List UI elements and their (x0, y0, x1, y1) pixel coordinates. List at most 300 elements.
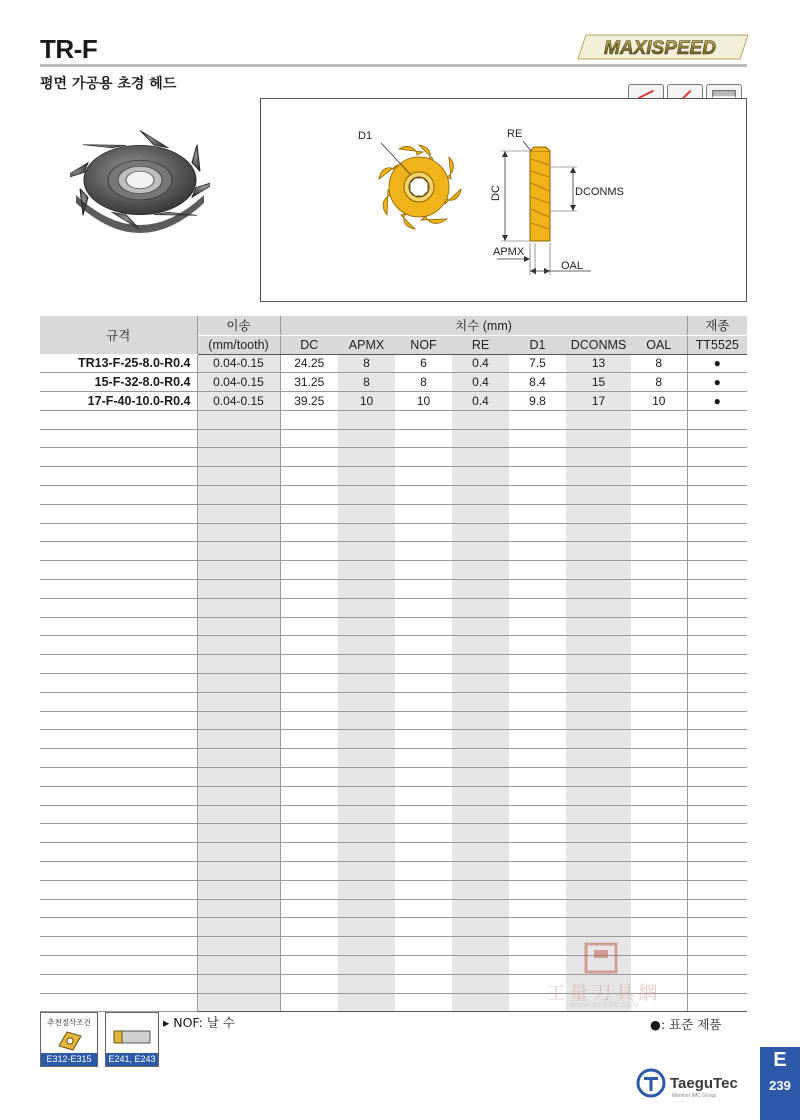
empty-cell (280, 598, 338, 617)
empty-cell (395, 993, 452, 1012)
empty-cell (395, 786, 452, 805)
empty-cell (280, 899, 338, 918)
empty-cell (687, 655, 747, 674)
empty-cell (280, 805, 338, 824)
empty-cell (197, 580, 280, 599)
empty-cell (280, 561, 338, 580)
table-row (40, 354, 747, 373)
empty-cell (566, 749, 631, 768)
empty-cell (280, 824, 338, 843)
empty-cell (631, 805, 687, 824)
maxispeed-logo (574, 33, 748, 61)
holder-icon (112, 1023, 154, 1051)
empty-cell (338, 467, 395, 486)
empty-cell (40, 561, 197, 580)
empty-cell (566, 542, 631, 561)
empty-cell (338, 504, 395, 523)
empty-cell (631, 523, 687, 542)
col-nof: NOF (395, 335, 452, 354)
empty-cell (566, 880, 631, 899)
empty-cell (280, 674, 338, 693)
empty-table-row (40, 617, 747, 636)
empty-table-row (40, 561, 747, 580)
empty-cell (452, 692, 509, 711)
empty-table-row (40, 410, 747, 429)
empty-cell (338, 542, 395, 561)
empty-table-row (40, 899, 747, 918)
empty-cell (452, 580, 509, 599)
empty-cell (566, 580, 631, 599)
empty-cell (452, 636, 509, 655)
empty-cell (687, 692, 747, 711)
empty-cell (452, 786, 509, 805)
empty-cell (395, 805, 452, 824)
empty-cell (452, 824, 509, 843)
empty-cell (197, 805, 280, 824)
empty-cell (395, 862, 452, 881)
empty-cell (40, 448, 197, 467)
empty-cell (509, 768, 566, 787)
row-apmx: 8 (338, 354, 395, 373)
empty-cell (509, 598, 566, 617)
empty-table-row (40, 880, 747, 899)
empty-cell (338, 636, 395, 655)
row-d1: 8.4 (509, 373, 566, 392)
empty-cell (280, 768, 338, 787)
empty-cell (395, 580, 452, 599)
empty-cell (452, 730, 509, 749)
row-spec: TR13-F-25-8.0-R0.4 (40, 354, 197, 373)
title-rule (40, 64, 747, 67)
empty-cell (338, 768, 395, 787)
empty-cell (509, 504, 566, 523)
empty-cell (280, 880, 338, 899)
empty-cell (40, 880, 197, 899)
empty-cell (452, 805, 509, 824)
empty-cell (687, 504, 747, 523)
empty-cell (631, 429, 687, 448)
col-dconms: DCONMS (566, 335, 631, 354)
empty-cell (566, 598, 631, 617)
empty-cell (509, 899, 566, 918)
empty-cell (197, 993, 280, 1012)
empty-cell (338, 843, 395, 862)
row-apmx: 8 (338, 373, 395, 392)
empty-cell (687, 617, 747, 636)
empty-cell (395, 467, 452, 486)
empty-cell (280, 636, 338, 655)
table-row (40, 392, 747, 411)
empty-cell (197, 448, 280, 467)
empty-cell (452, 674, 509, 693)
empty-cell (452, 467, 509, 486)
empty-cell (280, 692, 338, 711)
empty-cell (631, 768, 687, 787)
empty-cell (280, 429, 338, 448)
empty-cell (197, 692, 280, 711)
company-subtitle: Member IMC Group (672, 1093, 717, 1099)
empty-cell (631, 824, 687, 843)
empty-cell (509, 674, 566, 693)
company-name: TaeguTec (670, 1074, 738, 1092)
empty-cell (338, 956, 395, 975)
empty-cell (452, 749, 509, 768)
empty-cell (280, 862, 338, 881)
empty-cell (197, 843, 280, 862)
col-feed-unit: (mm/tooth) (197, 335, 280, 354)
col-grade-tt5525: TT5525 (687, 335, 747, 354)
empty-cell (509, 523, 566, 542)
empty-cell (197, 617, 280, 636)
section-tab (760, 1047, 800, 1120)
empty-cell (687, 880, 747, 899)
empty-cell (395, 486, 452, 505)
empty-cell (395, 655, 452, 674)
empty-table-row (40, 542, 747, 561)
empty-cell (452, 523, 509, 542)
empty-cell (338, 862, 395, 881)
empty-cell (509, 542, 566, 561)
empty-table-row (40, 918, 747, 937)
empty-cell (566, 561, 631, 580)
empty-cell (631, 636, 687, 655)
empty-cell (631, 504, 687, 523)
empty-cell (40, 692, 197, 711)
empty-cell (566, 711, 631, 730)
empty-cell (566, 843, 631, 862)
row-feed: 0.04-0.15 (197, 354, 280, 373)
empty-table-row (40, 843, 747, 862)
empty-cell (338, 918, 395, 937)
empty-cell (280, 580, 338, 599)
tool-holder-card[interactable] (105, 1012, 159, 1067)
empty-cell (280, 711, 338, 730)
empty-table-row (40, 429, 747, 448)
empty-cell (687, 993, 747, 1012)
empty-cell (631, 692, 687, 711)
empty-cell (566, 899, 631, 918)
page-number: 239 (769, 1078, 791, 1093)
nof-note: ▸ NOF: 날 수 (163, 1015, 235, 1030)
empty-cell (566, 805, 631, 824)
empty-cell (338, 711, 395, 730)
empty-table-row (40, 824, 747, 843)
empty-cell (566, 730, 631, 749)
empty-cell (338, 448, 395, 467)
empty-table-row (40, 523, 747, 542)
empty-cell (687, 786, 747, 805)
empty-cell (687, 768, 747, 787)
empty-cell (509, 692, 566, 711)
empty-cell (509, 786, 566, 805)
empty-cell (566, 918, 631, 937)
empty-table-row (40, 862, 747, 881)
empty-cell (40, 993, 197, 1012)
empty-table-row (40, 805, 747, 824)
col-dc: DC (280, 335, 338, 354)
empty-cell (631, 617, 687, 636)
empty-cell (631, 580, 687, 599)
empty-cell (395, 674, 452, 693)
row-grade: ● (687, 354, 747, 373)
empty-cell (452, 542, 509, 561)
empty-cell (687, 956, 747, 975)
empty-cell (395, 824, 452, 843)
label-dc: DC (490, 185, 502, 201)
empty-cell (338, 410, 395, 429)
page-subtitle: 평면 가공용 초경 헤드 (40, 76, 177, 92)
row-nof: 10 (395, 392, 452, 411)
empty-table-row (40, 749, 747, 768)
empty-cell (40, 674, 197, 693)
empty-cell (509, 843, 566, 862)
empty-cell (452, 711, 509, 730)
empty-cell (631, 749, 687, 768)
empty-cell (395, 843, 452, 862)
card-caption: 추천절삭조건 (47, 1018, 91, 1027)
empty-table-row (40, 448, 747, 467)
empty-cell (509, 880, 566, 899)
empty-cell (197, 956, 280, 975)
empty-cell (280, 655, 338, 674)
empty-cell (197, 598, 280, 617)
empty-cell (509, 636, 566, 655)
row-grade: ● (687, 392, 747, 411)
empty-cell (687, 937, 747, 956)
row-oal: 8 (631, 373, 687, 392)
card-page-ref: E312-E315 (41, 1053, 97, 1066)
row-re: 0.4 (452, 373, 509, 392)
empty-cell (197, 974, 280, 993)
empty-cell (509, 749, 566, 768)
empty-cell (452, 993, 509, 1012)
empty-cell (40, 523, 197, 542)
empty-table-row (40, 692, 747, 711)
empty-cell (687, 824, 747, 843)
empty-cell (280, 467, 338, 486)
empty-cell (452, 486, 509, 505)
empty-cell (687, 918, 747, 937)
empty-cell (687, 974, 747, 993)
empty-cell (509, 561, 566, 580)
standard-product-note: ●: 표준 제품 (650, 1017, 722, 1032)
empty-cell (40, 956, 197, 975)
empty-cell (687, 805, 747, 824)
col-spec-header: 규격 (40, 316, 197, 354)
empty-cell (687, 749, 747, 768)
empty-cell (631, 410, 687, 429)
row-feed: 0.04-0.15 (197, 373, 280, 392)
empty-cell (395, 880, 452, 899)
empty-cell (509, 410, 566, 429)
row-nof: 8 (395, 373, 452, 392)
empty-cell (631, 899, 687, 918)
empty-cell (197, 410, 280, 429)
empty-cell (40, 598, 197, 617)
empty-cell (197, 655, 280, 674)
empty-table-row (40, 580, 747, 599)
empty-cell (687, 486, 747, 505)
empty-cell (280, 504, 338, 523)
empty-cell (197, 768, 280, 787)
empty-cell (631, 862, 687, 881)
empty-table-row (40, 674, 747, 693)
label-d1: D1 (358, 130, 373, 142)
empty-cell (566, 786, 631, 805)
empty-cell (197, 542, 280, 561)
label-re: RE (507, 128, 523, 140)
empty-cell (452, 448, 509, 467)
empty-cell (197, 749, 280, 768)
empty-cell (338, 880, 395, 899)
tool-head-photo (70, 125, 210, 235)
empty-cell (280, 974, 338, 993)
empty-cell (338, 749, 395, 768)
empty-cell (197, 561, 280, 580)
empty-cell (395, 523, 452, 542)
empty-cell (338, 580, 395, 599)
empty-cell (452, 655, 509, 674)
empty-cell (566, 636, 631, 655)
empty-cell (631, 655, 687, 674)
empty-cell (687, 523, 747, 542)
empty-cell (280, 523, 338, 542)
empty-cell (687, 542, 747, 561)
empty-cell (631, 786, 687, 805)
empty-cell (395, 636, 452, 655)
empty-cell (40, 711, 197, 730)
empty-cell (687, 843, 747, 862)
empty-cell (687, 410, 747, 429)
empty-cell (687, 580, 747, 599)
empty-cell (509, 580, 566, 599)
empty-cell (395, 749, 452, 768)
empty-cell (452, 504, 509, 523)
empty-cell (280, 956, 338, 975)
empty-cell (395, 542, 452, 561)
reference-cards (40, 1012, 159, 1067)
row-dc: 31.25 (280, 373, 338, 392)
empty-cell (566, 467, 631, 486)
watermark-name: 工量刀具網 (546, 982, 662, 1004)
empty-cell (338, 429, 395, 448)
empty-cell (452, 880, 509, 899)
empty-cell (338, 730, 395, 749)
empty-cell (687, 636, 747, 655)
empty-cell (395, 617, 452, 636)
empty-cell (395, 448, 452, 467)
empty-cell (631, 486, 687, 505)
empty-cell (566, 692, 631, 711)
empty-cell (197, 711, 280, 730)
empty-cell (338, 617, 395, 636)
empty-cell (566, 655, 631, 674)
empty-cell (687, 598, 747, 617)
row-dconms: 13 (566, 354, 631, 373)
technical-drawing (260, 98, 747, 302)
empty-cell (687, 862, 747, 881)
empty-cell (566, 448, 631, 467)
empty-cell (197, 486, 280, 505)
empty-cell (280, 786, 338, 805)
empty-cell (631, 880, 687, 899)
cutting-conditions-card[interactable] (40, 1012, 98, 1067)
empty-cell (509, 467, 566, 486)
empty-cell (395, 730, 452, 749)
empty-cell (197, 429, 280, 448)
empty-cell (40, 467, 197, 486)
empty-cell (631, 674, 687, 693)
empty-cell (509, 824, 566, 843)
empty-cell (280, 993, 338, 1012)
row-dconms: 17 (566, 392, 631, 411)
empty-cell (452, 429, 509, 448)
empty-cell (395, 768, 452, 787)
empty-cell (40, 918, 197, 937)
empty-cell (509, 805, 566, 824)
empty-cell (40, 768, 197, 787)
watermark-url: WWW.GLRJW.COM (568, 1002, 640, 1009)
row-dc: 24.25 (280, 354, 338, 373)
empty-cell (338, 486, 395, 505)
empty-cell (197, 467, 280, 486)
empty-cell (197, 730, 280, 749)
empty-cell (338, 805, 395, 824)
empty-cell (395, 937, 452, 956)
empty-cell (197, 862, 280, 881)
taegutec-logo (636, 1068, 738, 1098)
empty-cell (509, 918, 566, 937)
empty-table-row (40, 467, 747, 486)
empty-cell (687, 711, 747, 730)
row-dconms: 15 (566, 373, 631, 392)
empty-cell (40, 410, 197, 429)
empty-cell (452, 617, 509, 636)
empty-cell (197, 636, 280, 655)
empty-cell (40, 899, 197, 918)
empty-cell (452, 410, 509, 429)
empty-cell (566, 824, 631, 843)
empty-table-row (40, 486, 747, 505)
empty-cell (40, 843, 197, 862)
row-d1: 9.8 (509, 392, 566, 411)
empty-cell (687, 429, 747, 448)
empty-cell (509, 429, 566, 448)
row-oal: 8 (631, 354, 687, 373)
empty-cell (509, 862, 566, 881)
col-oal: OAL (631, 335, 687, 354)
empty-cell (338, 523, 395, 542)
empty-cell (40, 824, 197, 843)
empty-cell (197, 824, 280, 843)
empty-cell (338, 692, 395, 711)
empty-cell (280, 617, 338, 636)
empty-table-row (40, 768, 747, 787)
empty-cell (509, 730, 566, 749)
empty-cell (280, 448, 338, 467)
empty-cell (40, 730, 197, 749)
empty-cell (631, 467, 687, 486)
empty-cell (509, 617, 566, 636)
empty-cell (509, 486, 566, 505)
section-letter: E (773, 1049, 787, 1071)
empty-cell (40, 862, 197, 881)
empty-cell (395, 899, 452, 918)
empty-table-row (40, 504, 747, 523)
empty-cell (631, 542, 687, 561)
insert-icon (55, 1028, 85, 1052)
empty-cell (566, 486, 631, 505)
